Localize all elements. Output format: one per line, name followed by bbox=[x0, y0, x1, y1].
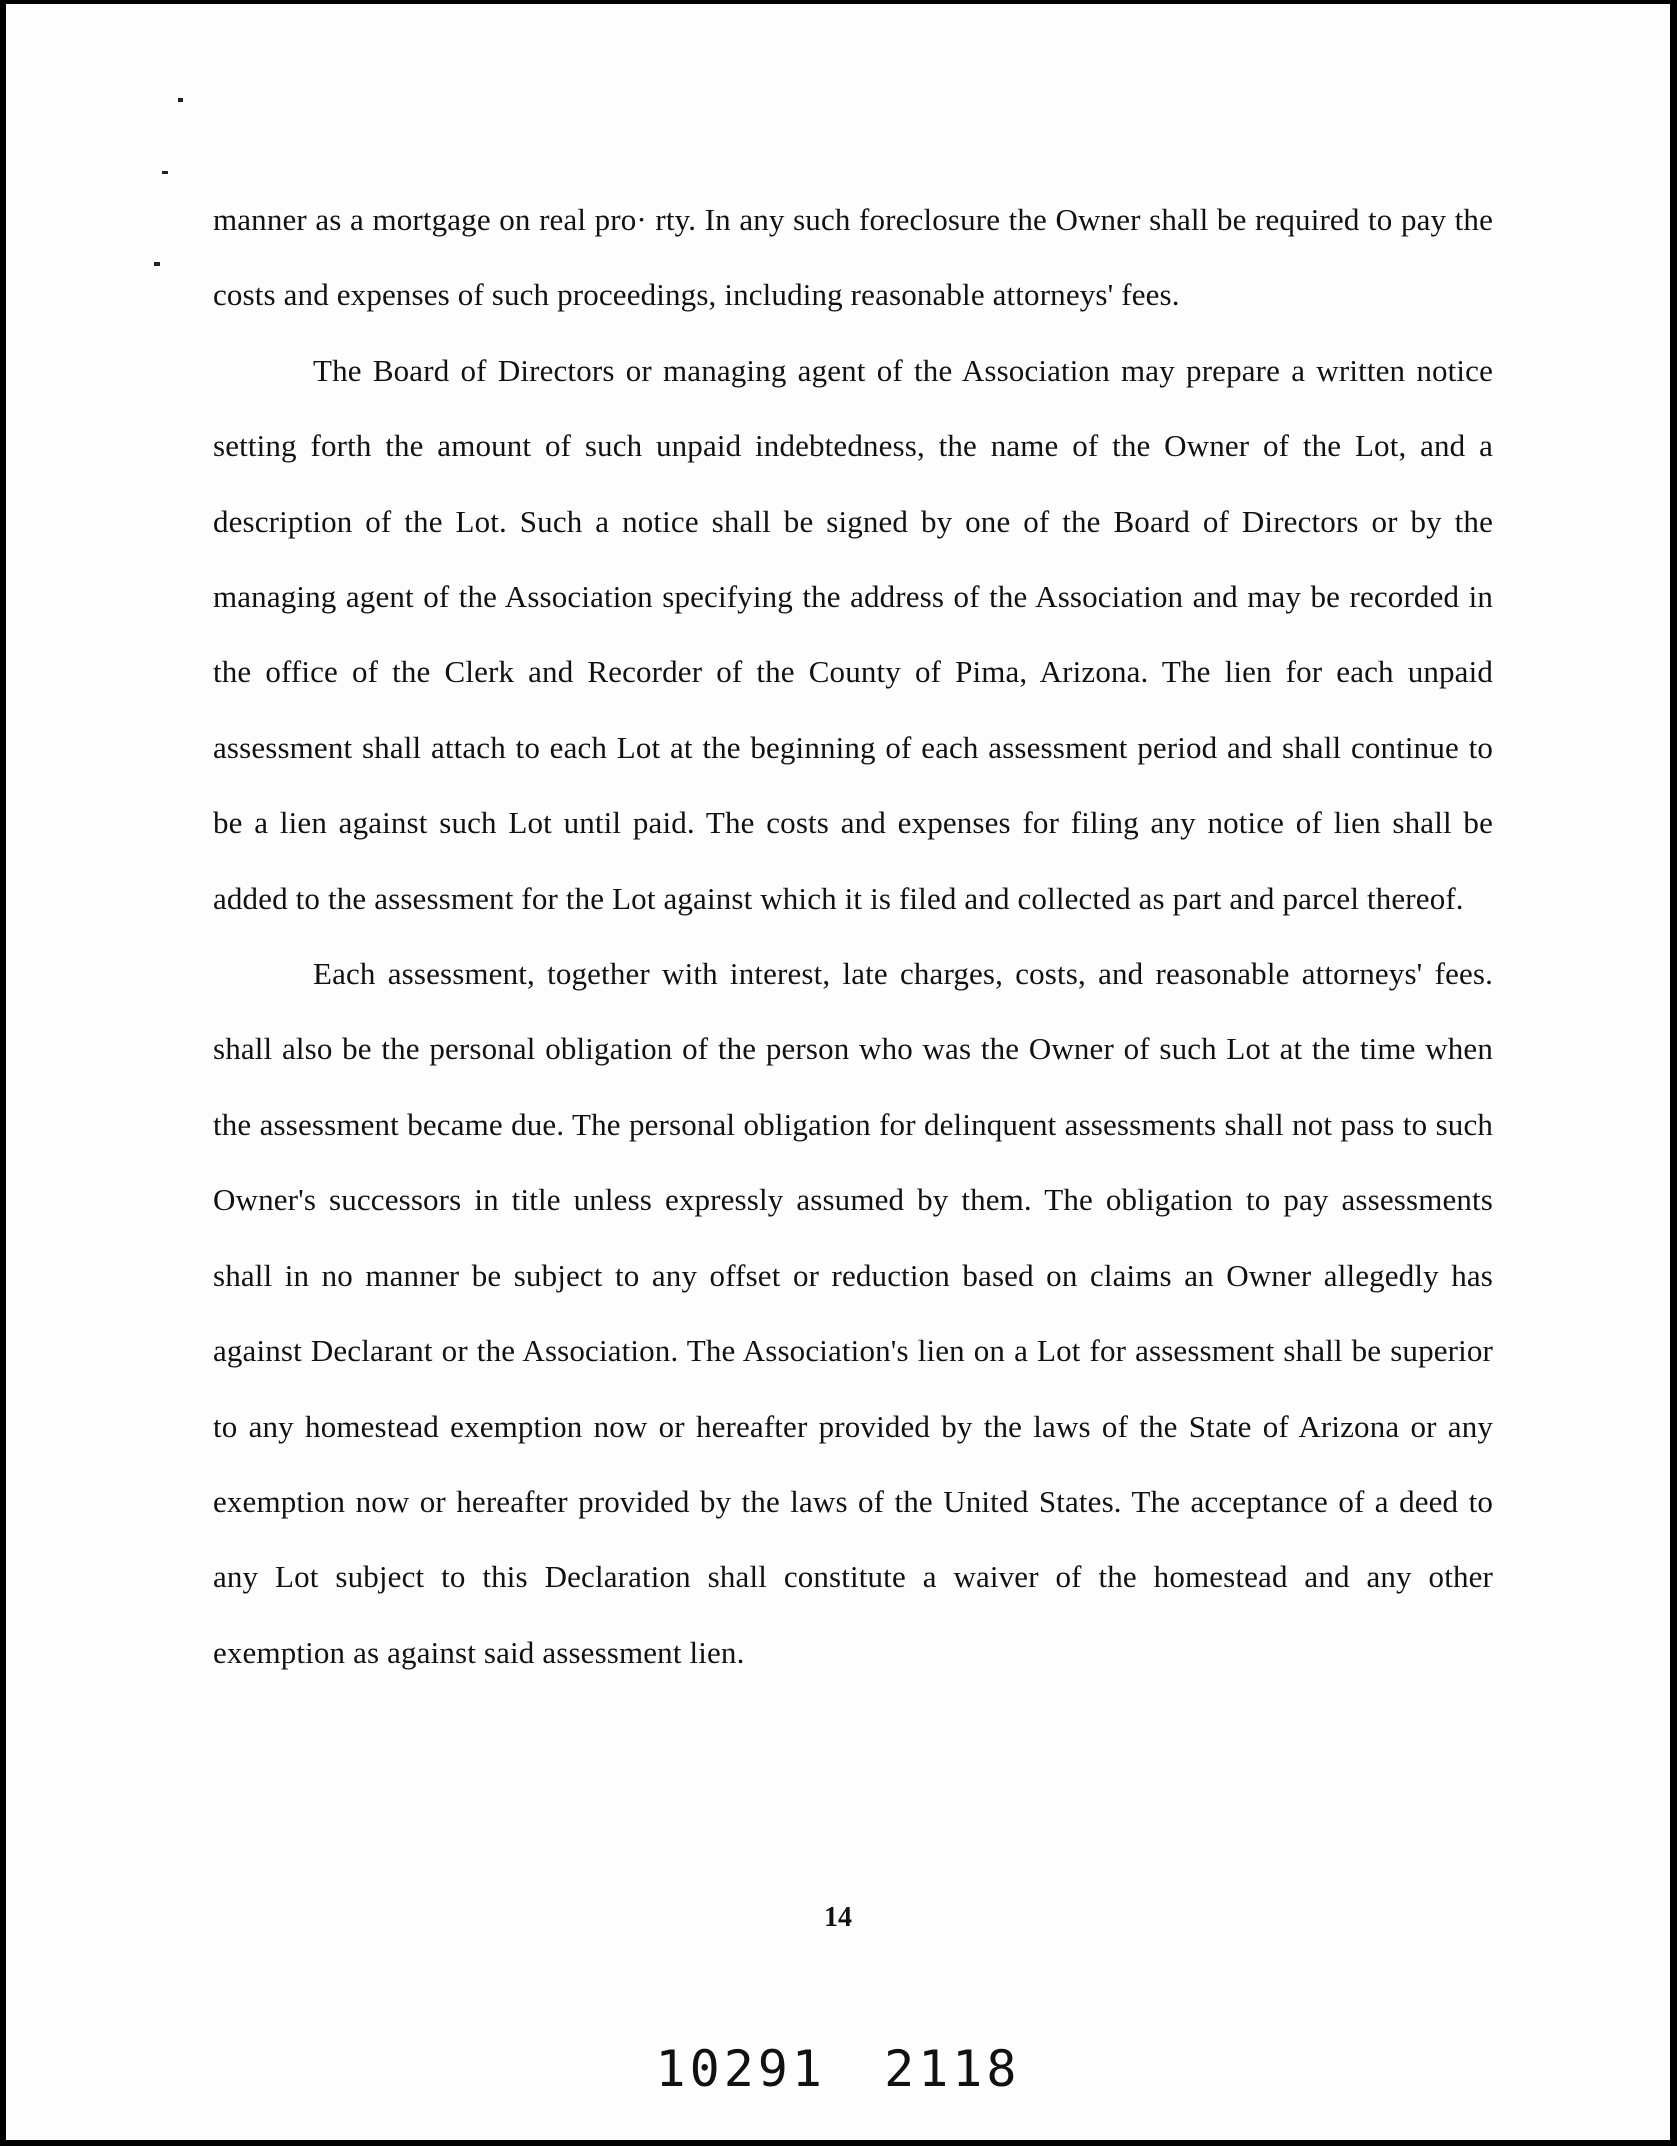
page-number: 14 bbox=[824, 1902, 852, 1933]
scan-speck bbox=[162, 171, 168, 174]
paragraph-foreclosure-costs: manner as a mortgage on real pro· rty. In any such foreclosure the Owner shall be required to pay the costs and expenses of such proceedings, including reasonable attorneys' fees. bbox=[213, 202, 1493, 313]
recording-number: 10291 2118 bbox=[655, 2040, 1021, 2098]
scan-speck bbox=[154, 262, 160, 266]
document-page bbox=[6, 4, 1670, 2140]
paragraph-notice-of-lien: The Board of Directors or managing agent of the Association may prepare a written notice setting forth the amount of such unpaid indebtedness, the name of the Owner of the Lot, and a description of the Lot. Such a notice shall be signed by one of the Board of Directors or by the managing agent of the Association specifying the address of the Association and may be recorded in the office of the Clerk and Recorder of the County of Pima, Arizona. The lien for each unpaid assessment shall attach to each Lot at the beginning of each assessment period and shall continue to be a lien against such Lot until paid. The costs and expenses for filing any notice of lien shall be added to the assessment for the Lot against which it is filed and collected as part and parcel thereof. bbox=[213, 352, 1493, 916]
body-text bbox=[213, 182, 1493, 1690]
paragraph-personal-obligation: Each assessment, together with interest, late charges, costs, and reasonable attorneys' fees. shall also be the personal obligation of the person who was the Owner of such Lot at the time when the assessment became due. The personal obligation for delinquent assessments shall not pass to such Owner's successors in title unless expressly assumed by them. The obligation to pay assessments shall in no manner be subject to any offset or reduction based on claims an Owner allegedly has against Declarant or the Association. The Association's lien on a Lot for assessment shall be superior to any homestead exemption now or hereafter provided by the laws of the State of Arizona or any exemption now or hereafter provided by the laws of the United States. The acceptance of a deed to any Lot subject to this Declaration shall constitute a waiver of the homestead and any other exemption as against said assessment lien. bbox=[213, 956, 1493, 1670]
scan-speck bbox=[178, 98, 183, 102]
